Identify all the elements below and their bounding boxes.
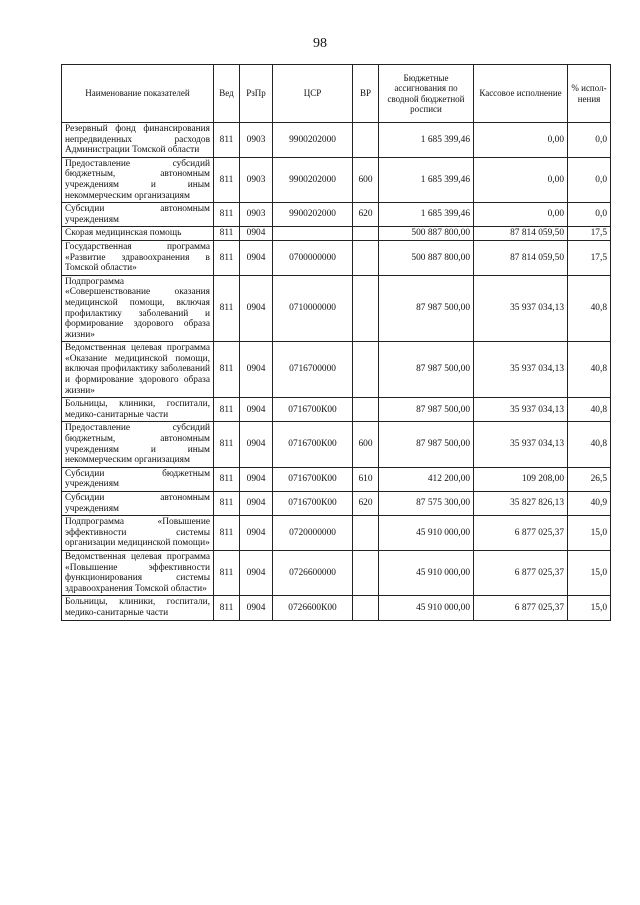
cell-vr [353, 123, 379, 158]
table-row [62, 550, 611, 595]
table-row [62, 342, 611, 398]
cell-rzpr: 0904 [240, 240, 273, 275]
header-vr: ВР [353, 65, 379, 123]
cell-rzpr: 0904 [240, 516, 273, 551]
cell-ved: 811 [214, 422, 240, 467]
cell-ved: 811 [214, 275, 240, 342]
cell-cash: 35 937 034,13 [474, 275, 568, 342]
cell-name: Субсидии бюджетным учреждениям [62, 467, 214, 491]
cell-csr: 0726600К00 [273, 596, 353, 620]
cell-csr: 0716700К00 [273, 422, 353, 467]
cell-pct: 17,5 [568, 240, 611, 275]
cell-pct: 15,0 [568, 550, 611, 595]
cell-cash: 35 937 034,13 [474, 342, 568, 398]
table-row [62, 227, 611, 241]
cell-pct: 0,0 [568, 123, 611, 158]
cell-budget: 1 685 399,46 [379, 203, 474, 227]
cell-ved: 811 [214, 240, 240, 275]
cell-rzpr: 0903 [240, 123, 273, 158]
table-row [62, 157, 611, 202]
cell-csr: 0716700К00 [273, 398, 353, 422]
cell-cash: 0,00 [474, 123, 568, 158]
header-ved: Вед [214, 65, 240, 123]
cell-name: Ведомственная целевая программа «Повышение эффективности функционирования системы здравоохранения Томской области» [62, 550, 214, 595]
cell-cash: 35 937 034,13 [474, 422, 568, 467]
cell-vr [353, 240, 379, 275]
cell-csr: 0716700000 [273, 342, 353, 398]
cell-pct: 40,8 [568, 398, 611, 422]
cell-ved: 811 [214, 516, 240, 551]
cell-ved: 811 [214, 157, 240, 202]
cell-name: Предоставление субсидий бюджетным, автономным учреждениям и иным некоммерческим организациям [62, 422, 214, 467]
cell-ved: 811 [214, 342, 240, 398]
cell-budget: 87 987 500,00 [379, 422, 474, 467]
cell-vr: 610 [353, 467, 379, 491]
cell-cash: 87 814 059,50 [474, 240, 568, 275]
cell-rzpr: 0904 [240, 467, 273, 491]
table-row [62, 123, 611, 158]
cell-budget: 1 685 399,46 [379, 157, 474, 202]
header-budget: Бюджетные ассигнования по сводной бюджетной росписи [379, 65, 474, 123]
cell-ved: 811 [214, 492, 240, 516]
table-row [62, 422, 611, 467]
cell-rzpr: 0903 [240, 157, 273, 202]
cell-name: Ведомственная целевая программа «Оказание медицинской помощи, включая профилактику заболеваний и формирование здорового образа жизни» [62, 342, 214, 398]
cell-csr: 0720000000 [273, 516, 353, 551]
cell-csr: 0710000000 [273, 275, 353, 342]
cell-csr [273, 227, 353, 241]
cell-vr [353, 550, 379, 595]
table-row [62, 398, 611, 422]
cell-rzpr: 0904 [240, 342, 273, 398]
cell-vr: 620 [353, 203, 379, 227]
cell-cash: 0,00 [474, 203, 568, 227]
cell-budget: 45 910 000,00 [379, 550, 474, 595]
cell-vr: 600 [353, 157, 379, 202]
cell-csr: 9900202000 [273, 157, 353, 202]
cell-cash: 87 814 059,50 [474, 227, 568, 241]
header-csr: ЦСР [273, 65, 353, 123]
cell-rzpr: 0904 [240, 398, 273, 422]
cell-name: Больницы, клиники, госпитали, медико-санитарные части [62, 398, 214, 422]
cell-name: Государственная программа «Развитие здравоохранения в Томской области» [62, 240, 214, 275]
table-row [62, 596, 611, 620]
cell-cash: 6 877 025,37 [474, 596, 568, 620]
header-pct: % испол-нения [568, 65, 611, 123]
cell-pct: 40,9 [568, 492, 611, 516]
cell-ved: 811 [214, 467, 240, 491]
cell-pct: 15,0 [568, 596, 611, 620]
cell-vr [353, 227, 379, 241]
cell-cash: 35 827 826,13 [474, 492, 568, 516]
cell-ved: 811 [214, 227, 240, 241]
cell-rzpr: 0904 [240, 275, 273, 342]
cell-vr: 620 [353, 492, 379, 516]
cell-cash: 6 877 025,37 [474, 516, 568, 551]
cell-name: Субсидии автономным учреждениям [62, 203, 214, 227]
budget-table [61, 64, 611, 621]
cell-name: Скорая медицинская помощь [62, 227, 214, 241]
table-row [62, 240, 611, 275]
cell-name: Предоставление субсидий бюджетным, автономным учреждениям и иным некоммерческим организациям [62, 157, 214, 202]
header-name: Наименование показателей [62, 65, 214, 123]
cell-csr: 9900202000 [273, 203, 353, 227]
cell-rzpr: 0904 [240, 550, 273, 595]
cell-rzpr: 0904 [240, 596, 273, 620]
cell-budget: 412 200,00 [379, 467, 474, 491]
cell-vr [353, 596, 379, 620]
cell-ved: 811 [214, 550, 240, 595]
cell-name: Подпрограмма «Совершенствование оказания медицинской помощи, включая профилактику заболеваний и формирование здорового образа жизни» [62, 275, 214, 342]
cell-pct: 0,0 [568, 203, 611, 227]
cell-pct: 0,0 [568, 157, 611, 202]
cell-ved: 811 [214, 596, 240, 620]
table-row [62, 516, 611, 551]
cell-pct: 40,8 [568, 422, 611, 467]
cell-pct: 15,0 [568, 516, 611, 551]
cell-budget: 1 685 399,46 [379, 123, 474, 158]
cell-name: Субсидии автономным учреждениям [62, 492, 214, 516]
cell-budget: 500 887 800,00 [379, 227, 474, 241]
cell-budget: 87 575 300,00 [379, 492, 474, 516]
cell-name: Резервный фонд финансирования непредвиденных расходов Администрации Томской области [62, 123, 214, 158]
table-row [62, 492, 611, 516]
table-body [62, 123, 611, 621]
cell-vr [353, 516, 379, 551]
table-row [62, 467, 611, 491]
cell-cash: 6 877 025,37 [474, 550, 568, 595]
table-row [62, 203, 611, 227]
cell-ved: 811 [214, 203, 240, 227]
cell-budget: 45 910 000,00 [379, 596, 474, 620]
cell-pct: 40,8 [568, 342, 611, 398]
cell-budget: 45 910 000,00 [379, 516, 474, 551]
cell-rzpr: 0903 [240, 203, 273, 227]
cell-pct: 26,5 [568, 467, 611, 491]
cell-pct: 17,5 [568, 227, 611, 241]
cell-rzpr: 0904 [240, 422, 273, 467]
header-rzpr: РзПр [240, 65, 273, 123]
cell-pct: 40,8 [568, 275, 611, 342]
cell-rzpr: 0904 [240, 227, 273, 241]
page-number: 98 [313, 36, 327, 51]
cell-csr: 0726600000 [273, 550, 353, 595]
cell-csr: 0716700К00 [273, 492, 353, 516]
cell-name: Подпрограмма «Повышение эффективности системы организации медицинской помощи» [62, 516, 214, 551]
table-row [62, 275, 611, 342]
cell-vr [353, 275, 379, 342]
cell-vr: 600 [353, 422, 379, 467]
header-row [62, 65, 611, 123]
cell-vr [353, 398, 379, 422]
cell-ved: 811 [214, 398, 240, 422]
cell-cash: 0,00 [474, 157, 568, 202]
cell-budget: 500 887 800,00 [379, 240, 474, 275]
cell-budget: 87 987 500,00 [379, 398, 474, 422]
cell-ved: 811 [214, 123, 240, 158]
header-cash: Кассовое исполнение [474, 65, 568, 123]
cell-budget: 87 987 500,00 [379, 275, 474, 342]
cell-vr [353, 342, 379, 398]
cell-name: Больницы, клиники, госпитали, медико-санитарные части [62, 596, 214, 620]
cell-csr: 0700000000 [273, 240, 353, 275]
cell-cash: 109 208,00 [474, 467, 568, 491]
cell-budget: 87 987 500,00 [379, 342, 474, 398]
cell-csr: 0716700К00 [273, 467, 353, 491]
cell-rzpr: 0904 [240, 492, 273, 516]
cell-cash: 35 937 034,13 [474, 398, 568, 422]
cell-csr: 9900202000 [273, 123, 353, 158]
